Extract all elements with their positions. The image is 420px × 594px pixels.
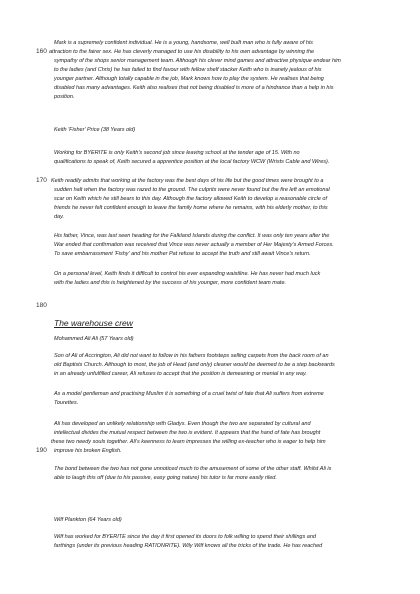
text-line: farthings (under its previous heading RATIONRITE). Wily Wilf knows all the tricks of the trade. He has reached: [54, 543, 323, 549]
text-line: able to laugh this off (due to his passive, easy going nature) his tutor is far more easily riled.: [54, 475, 277, 481]
text-line: to the ladies (and Chris) he has failed to find favour with fellow shelf stacker Keith who is inanely jealous of his: [54, 67, 322, 73]
text-line: scar on Keith which he still bears to this day. Although the factory allowed Keith to develop a reasonable circle of: [54, 196, 328, 202]
text-line: The bond between the two has not gone unnoticed much to the amusement of some of the other staff. Whilst Ali is: [54, 466, 332, 472]
ali-heading: Mohammed Ali Ali (57 Years old): [54, 336, 134, 342]
text-line: younger partner. Although totally capable in the job, Mark knows how to play the system. He realises that being: [54, 76, 324, 82]
text-line: position.: [54, 94, 75, 100]
text-line: friends he never felt confident enough to leave the family home where he remains, with his elderly mother, to this: [54, 205, 328, 211]
text-line: old Baptists Church. Although to most, the job of Head (and only) cleaner would be deemed to be a step backwards: [54, 362, 335, 368]
line-number-160: 160: [36, 48, 47, 55]
text-line: War ended that confirmation was received that Vince was never actually a member of Her Majesty's Armed Forces.: [54, 242, 334, 248]
text-line: Tourettes.: [54, 400, 79, 406]
text-line: Keith readily admits that working at the factory was the best days of his life but the good times were brought to a: [51, 178, 324, 184]
text-line: Wilf has worked for BYERITE since the day it first opened its doors to folk willing to spend their shillings and: [54, 534, 316, 540]
section-title: The warehouse crew: [54, 318, 133, 328]
text-line: day.: [54, 214, 64, 220]
text-line: in an already unfulfilled career, Ali refuses to accept that the position is demeaning or menial in any way.: [54, 371, 307, 377]
text-line: Mark is a supremely confident individual. He is a young, handsome, well built man who is fully aware of his: [54, 40, 313, 46]
wilf-heading: Wilf Plankton (64 Years old): [54, 517, 122, 523]
text-line: Son of Ali of Accrington, Ali did not want to follow in his fathers footsteps selling carpets from the back room of an: [54, 353, 329, 359]
text-line: sudden halt when the factory was razed to the ground. The culprits were never found but the fire left an emotional: [54, 187, 330, 193]
keith-heading: Keith 'Fisher' Price (38 Years old): [54, 127, 136, 133]
text-line: On a personal level, Keith finds it difficult to control his ever expanding waistline. He has never had much luck: [54, 271, 321, 277]
text-line: Ali has developed an unlikely relationship with Gladys. Even though the two are separated by cultural and: [54, 421, 311, 427]
text-line: attraction to the fairer sex. He has cleverly managed to use his disability to his own advantage by winning the: [49, 49, 315, 55]
text-line: with the ladies and this is heightened by the success of his younger, more confident team mate.: [54, 280, 287, 286]
text-line: these two needy souls together. Ali's keenness to learn impresses the willing ex-teacher who is eager to help him: [51, 439, 326, 445]
text-line: His father, Vince, was last seen heading for the Falkland Islands during the conflict. It was only ten years after the: [54, 233, 330, 239]
line-number-170: 170: [36, 177, 47, 184]
text-line: intellectual divides the mutual respect between the two is evident. It appears that the hand of fate has brought: [54, 430, 321, 436]
text-line: Working for BYERITE is only Keith's second job since leaving school at the tender age of 15. With no: [54, 150, 300, 156]
text-line: improve his broken English.: [54, 448, 122, 454]
text-line: sympathy of the shops senior management team. Although his clever mind games and attractive physique endear him: [54, 58, 341, 64]
text-line: disabled has many advantages. Keith also realises that not being disabled is more of a hindrance than a help in his: [54, 85, 334, 91]
text-line: To save embarrassment 'Fishy' and his mother Pat refuse to accept the truth and still await Vince's return.: [54, 251, 311, 257]
line-number-190: 190: [36, 447, 47, 454]
line-number-180: 180: [36, 302, 47, 309]
text-line: qualifications to speak of, Keith secured a apprentice position at the local factory WCW (Wrists Cable and Wires).: [54, 159, 330, 165]
text-line: As a model gentleman and practising Muslim it is something of a cruel twist of fate that Ali suffers from extreme: [54, 391, 324, 397]
